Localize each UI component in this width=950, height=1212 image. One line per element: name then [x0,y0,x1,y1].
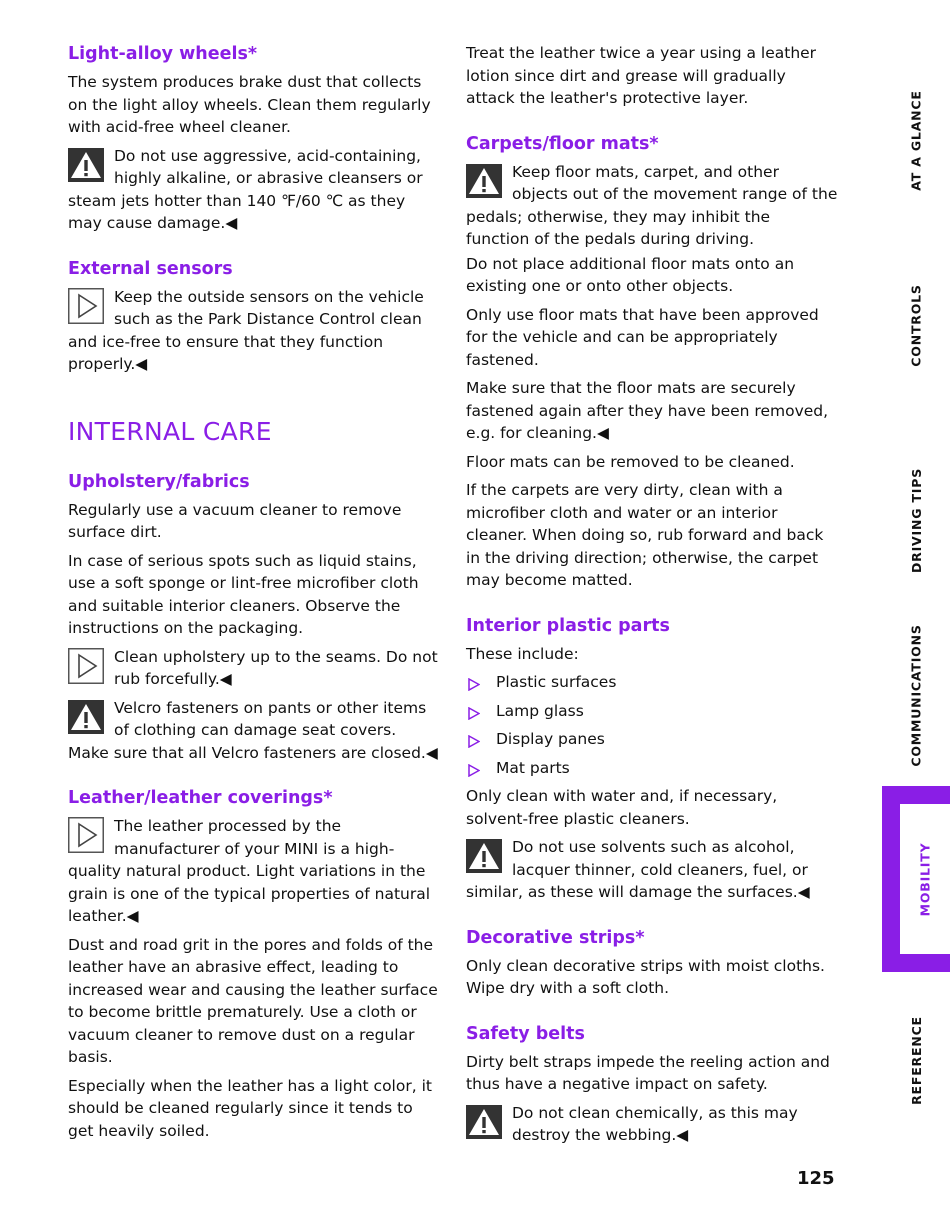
section-title-leather: Leather/leather coverings* [68,788,333,808]
paragraph: Dirty belt straps impede the reeling action and thus have a negative impact on safety. [466,1052,830,1093]
warning-text: Do not use aggressive, acid-containing, highly alkaline, or abrasive cleansers or steam jets hotter than 140 ℉/60 ℃ as they may cause damage.◀ [68,146,423,232]
bullet-triangle-icon [468,704,480,727]
list-item: Lamp glass [466,700,838,723]
warning-text: Do not clean chemically, as this may destroy the webbing.◀ [512,1103,798,1144]
warning-note [466,1102,838,1147]
tab-reference[interactable]: REFERENCE [908,1015,924,1105]
bullet-triangle-icon [468,732,480,755]
paragraph: Only use floor mats that have been approved for the vehicle and can be appropriately fastened. [466,305,819,369]
note-triangle-icon [68,288,104,324]
paragraph: These include: [466,644,579,663]
paragraph: The system produces brake dust that collects on the light alloy wheels. Clean them regularly with acid-free wheel cleaner. [68,73,431,136]
warning-icon [466,1104,502,1140]
paragraph: Dust and road grit in the pores and folds of the leather have an abrasive effect, leading to increased wear and causing the leather surface to become brittle prematurely. Use a cloth or vacuum cleaner to remove dust on a regular basis. [68,935,438,1066]
paragraph: If the carpets are very dirty, clean with a microfiber cloth and water or an interior cleaner. When doing so, rub forward and back in the driving direction; otherwise, the carpet may become matted. [466,481,824,589]
warning-text: Keep floor mats, carpet, and other objects out of the movement range of the pedals; otherwise, they may inhibit the function of the pedals during driving. [466,162,838,248]
paragraph: Floor mats can be removed to be cleaned. [466,452,795,471]
warning-text: Velcro fasteners on pants or other items of clothing can damage seat covers. Make sure that all Velcro fasteners are closed.◀ [68,698,438,762]
section-title-carpets: Carpets/floor mats* [466,133,659,154]
paragraph: In case of serious spots such as liquid stains, use a soft sponge or lint-free microfiber cloth and suitable interior cleaners. Observe the instructions on the packaging. [68,551,419,637]
note-triangle-icon [68,817,104,853]
warning-note [68,145,438,235]
section-title-upholstery: Upholstery/fabrics [68,471,250,492]
warning-icon [466,163,502,199]
section-title-light-alloy-wheels: Light-alloy wheels* [68,44,258,64]
tab-mobility[interactable] [882,786,950,972]
warning-note [466,161,838,251]
tab-at-a-glance[interactable]: AT A GLANCE [908,89,924,191]
note-text: Clean upholstery up to the seams. Do not rub forcefully.◀ [114,647,438,688]
warning-icon [68,147,104,183]
paragraph: Make sure that the floor mats are securely fastened again after they have been removed, e.g. for cleaning.◀ [466,379,829,442]
paragraph: Regularly use a vacuum cleaner to remove surface dirt. [68,500,402,541]
warning-icon [68,699,104,735]
warning-note [466,836,838,904]
bullet-list [466,671,838,779]
list-item: Plastic surfaces [466,671,838,694]
right-column [466,42,838,1153]
tab-communications[interactable]: COMMUNICATIONS [908,623,924,767]
page-number: 125 [797,1168,835,1189]
warning-text: Do not use solvents such as alcohol, lacquer thinner, cold cleaners, fuel, or similar, as these will damage the surfaces.◀ [466,838,810,901]
warning-icon [466,838,502,874]
note-text: The leather processed by the manufacturer of your MINI is a high-quality natural product. Light variations in the grain is one of the typical properties of natural leather.◀ [68,817,431,925]
info-note [68,646,438,691]
section-title-decorative-strips: Decorative strips* [466,927,645,948]
list-item: Display panes [466,728,838,751]
tab-mobility-inner: MOBILITY [900,804,950,954]
paragraph: Do not place additional floor mats onto an existing one or onto other objects. [466,254,795,295]
note-triangle-icon [68,648,104,684]
paragraph: Treat the leather twice a year using a leather lotion since dirt and grease will gradually attack the leather's protective layer. [466,44,817,107]
warning-note [68,697,438,765]
chapter-sidebar [882,0,950,1212]
note-text: Keep the outside sensors on the vehicle such as the Park Distance Control clean and ice-free to ensure that they function properly.◀ [68,287,424,373]
tab-driving-tips[interactable]: DRIVING TIPS [908,467,924,573]
bullet-triangle-icon [468,761,480,784]
list-item: Mat parts [466,757,838,780]
info-note [68,815,438,928]
section-title-external-sensors: External sensors [68,258,233,279]
bullet-triangle-icon [468,675,480,698]
tab-controls[interactable]: CONTROLS [908,283,924,367]
left-column [68,42,438,1148]
paragraph: Especially when the leather has a light color, it should be cleaned regularly since it tends to get heavily soiled. [68,1076,432,1140]
main-heading-internal-care: INTERNAL CARE [68,416,272,446]
info-note [68,286,438,376]
paragraph: Only clean with water and, if necessary, solvent-free plastic cleaners. [466,787,778,828]
section-title-plastic-parts: Interior plastic parts [466,615,670,636]
paragraph: Only clean decorative strips with moist cloths. Wipe dry with a soft cloth. [466,956,825,997]
section-title-safety-belts: Safety belts [466,1023,585,1044]
